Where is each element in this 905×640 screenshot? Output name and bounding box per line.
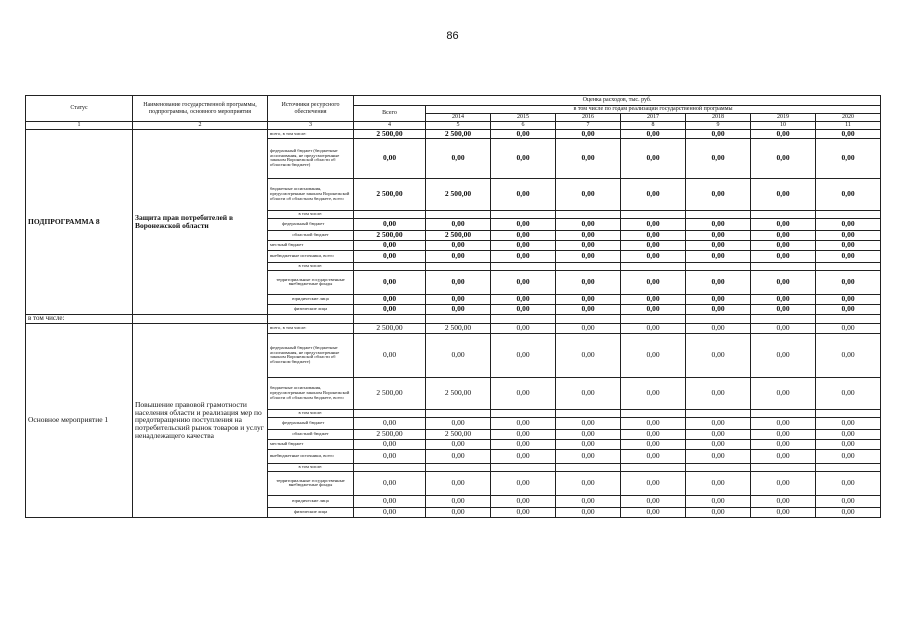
value-year: 0,00 [491,449,556,463]
value-year: 0,00 [686,270,751,294]
value-year: 0,00 [621,240,686,250]
funding-source: областной бюджет [268,230,354,240]
value-year [686,463,751,471]
value-year: 0,00 [491,294,556,304]
value-year: 0,00 [621,507,686,517]
value-year: 0,00 [751,429,816,439]
value-year: 0,00 [816,270,881,294]
value-year: 0,00 [426,270,491,294]
block-status: Основное мероприятие 1 [26,323,133,517]
value-year: 0,00 [491,240,556,250]
value-year: 0,00 [751,294,816,304]
funding-source: местный бюджет [268,240,354,250]
value-year: 0,00 [426,218,491,230]
value-year: 0,00 [751,507,816,517]
header-estimate: Оценка расходов, тыс. руб. [354,96,881,106]
header-year-2014: 2014 [426,114,491,122]
value-year: 0,00 [491,250,556,262]
value-year: 0,00 [621,417,686,429]
value-year: 0,00 [621,294,686,304]
funding-source: внебюджетные источники, всего [268,449,354,463]
value-year: 0,00 [816,495,881,507]
value-year: 0,00 [621,323,686,333]
value-year: 0,00 [621,449,686,463]
value-year: 0,00 [816,333,881,377]
header-total: Всего [354,106,426,122]
value-year: 0,00 [686,240,751,250]
value-total: 2 500,00 [354,130,426,139]
value-year: 0,00 [556,377,621,409]
value-year [556,210,621,218]
value-total: 0,00 [354,138,426,178]
funding-source: юридические лица [268,495,354,507]
value-total: 0,00 [354,304,426,314]
value-year: 0,00 [686,304,751,314]
value-year: 0,00 [491,429,556,439]
value-year: 0,00 [491,230,556,240]
value-year: 2 500,00 [426,323,491,333]
value-year: 0,00 [491,178,556,210]
column-number: 10 [751,122,816,130]
value-year: 0,00 [751,495,816,507]
value-year: 0,00 [621,304,686,314]
value-year: 0,00 [621,495,686,507]
header-year-2019: 2019 [751,114,816,122]
value-year: 0,00 [556,304,621,314]
value-year [751,262,816,270]
header-status: Статус [26,96,133,122]
column-number: 2 [133,122,268,130]
empty-cell [491,314,556,323]
funding-source: территориальные государственные внебюджетные фонды [268,471,354,495]
table-row [26,130,881,139]
header-year-2015: 2015 [491,114,556,122]
block-status: ПОДПРОГРАММА 8 [26,130,133,315]
value-total: 0,00 [354,439,426,449]
value-year [556,262,621,270]
value-year: 0,00 [491,439,556,449]
column-number: 3 [268,122,354,130]
value-year: 0,00 [816,429,881,439]
value-year [816,463,881,471]
value-year [491,463,556,471]
value-year: 0,00 [621,429,686,439]
funding-source: местный бюджет [268,439,354,449]
value-year: 0,00 [816,417,881,429]
value-year: 0,00 [426,138,491,178]
value-total [354,262,426,270]
value-year: 0,00 [426,495,491,507]
header-by-years: в том числе по годам реализации государственной программы [426,106,881,114]
value-year: 0,00 [816,218,881,230]
value-year: 0,00 [686,377,751,409]
value-total: 0,00 [354,250,426,262]
funding-source: всего, в том числе: [268,130,354,139]
value-year [686,262,751,270]
funding-source: областной бюджет [268,429,354,439]
value-total: 2 500,00 [354,230,426,240]
value-year: 0,00 [556,218,621,230]
block-name: Повышение правовой грамотности населения области и реализация мер по предотвращению поступления на потребительский рынок товаров и услуг ненадлежащего качества [133,323,268,517]
column-number: 5 [426,122,491,130]
column-number: 4 [354,122,426,130]
value-year [491,262,556,270]
value-year: 0,00 [426,304,491,314]
value-year: 0,00 [491,218,556,230]
value-year [751,210,816,218]
value-year: 2 500,00 [426,429,491,439]
funding-source: в том числе: [268,409,354,417]
value-year: 0,00 [621,250,686,262]
value-year: 0,00 [816,240,881,250]
value-year [751,463,816,471]
value-year [426,210,491,218]
value-year: 2 500,00 [426,377,491,409]
value-total: 0,00 [354,495,426,507]
value-year: 0,00 [816,439,881,449]
value-year: 0,00 [556,323,621,333]
funding-source: физические лица [268,507,354,517]
column-number: 7 [556,122,621,130]
value-year: 0,00 [621,178,686,210]
value-year [816,210,881,218]
value-year: 2 500,00 [426,230,491,240]
value-total: 2 500,00 [354,178,426,210]
value-year: 0,00 [621,218,686,230]
value-year: 0,00 [751,270,816,294]
value-year: 0,00 [556,250,621,262]
value-year: 0,00 [621,471,686,495]
funding-source: в том числе: [268,262,354,270]
value-year: 0,00 [491,377,556,409]
value-year: 0,00 [816,377,881,409]
column-number: 1 [26,122,133,130]
budget-table [25,95,881,518]
value-year: 0,00 [751,250,816,262]
value-year: 0,00 [426,417,491,429]
value-year: 0,00 [556,240,621,250]
funding-source: федеральный бюджет [268,417,354,429]
value-year: 0,00 [556,449,621,463]
value-year: 0,00 [686,323,751,333]
value-year: 0,00 [426,449,491,463]
value-year: 0,00 [686,333,751,377]
empty-cell [556,314,621,323]
funding-source: федеральный бюджет [268,218,354,230]
header-program-name: Наименование государственной программы, подпрограммы, основного мероприятия [133,96,268,122]
empty-cell [354,314,426,323]
value-year: 0,00 [556,439,621,449]
value-year: 0,00 [751,449,816,463]
value-total: 0,00 [354,417,426,429]
empty-cell [686,314,751,323]
value-year: 0,00 [621,138,686,178]
value-year: 0,00 [686,417,751,429]
empty-cell [751,314,816,323]
value-year: 0,00 [686,495,751,507]
value-year: 0,00 [491,304,556,314]
value-year: 0,00 [556,138,621,178]
value-year: 0,00 [556,507,621,517]
value-year: 0,00 [751,333,816,377]
value-year [621,210,686,218]
value-year: 0,00 [751,138,816,178]
value-year: 0,00 [751,471,816,495]
value-year: 0,00 [491,270,556,294]
value-year [491,409,556,417]
value-year: 0,00 [686,178,751,210]
value-year [816,409,881,417]
value-year: 0,00 [816,304,881,314]
value-total: 0,00 [354,240,426,250]
value-year: 2 500,00 [426,130,491,139]
column-number: 6 [491,122,556,130]
value-year: 0,00 [556,429,621,439]
value-year: 0,00 [816,130,881,139]
column-number: 11 [816,122,881,130]
value-total: 0,00 [354,333,426,377]
value-year: 0,00 [686,250,751,262]
value-year: 0,00 [556,294,621,304]
funding-source: бюджетные ассигнования, предусмотренные законом Воронежской области об областном бюджете, всего [268,377,354,409]
value-year [686,210,751,218]
header-year-2020: 2020 [816,114,881,122]
value-year [751,409,816,417]
funding-source: в том числе: [268,463,354,471]
value-year: 0,00 [816,507,881,517]
value-year [621,409,686,417]
empty-cell [621,314,686,323]
value-year: 0,00 [621,270,686,294]
value-year: 0,00 [491,333,556,377]
value-year: 0,00 [751,439,816,449]
value-year: 0,00 [686,449,751,463]
value-year: 0,00 [556,333,621,377]
value-year: 0,00 [751,130,816,139]
value-year: 0,00 [686,138,751,178]
value-year: 0,00 [751,377,816,409]
value-total: 0,00 [354,507,426,517]
value-year: 0,00 [426,507,491,517]
value-year [426,409,491,417]
value-year: 0,00 [556,178,621,210]
value-year: 0,00 [491,138,556,178]
value-year: 0,00 [621,377,686,409]
value-year: 0,00 [816,323,881,333]
value-year: 0,00 [556,230,621,240]
empty-cell [816,314,881,323]
value-year: 0,00 [816,230,881,240]
value-year: 0,00 [556,417,621,429]
value-year: 0,00 [491,495,556,507]
value-year: 0,00 [751,218,816,230]
value-year: 0,00 [621,439,686,449]
value-total: 0,00 [354,471,426,495]
value-year: 0,00 [686,429,751,439]
value-year: 0,00 [816,250,881,262]
table-row [26,323,881,333]
funding-source: бюджетные ассигнования, предусмотренные законом Воронежской области об областном бюджете, всего [268,178,354,210]
header-sources: Источники ресурсного обеспечения [268,96,354,122]
value-year: 0,00 [426,333,491,377]
funding-source: федеральный бюджет (бюджетные ассигнования, не предусмотренные законом Воронежской области об областном бюджете) [268,138,354,178]
value-year [491,210,556,218]
empty-cell [268,314,354,323]
value-total: 2 500,00 [354,323,426,333]
value-year: 0,00 [686,439,751,449]
value-year: 0,00 [751,178,816,210]
value-year: 0,00 [686,230,751,240]
funding-source: всего, в том числе: [268,323,354,333]
value-total [354,409,426,417]
funding-source: в том числе: [268,210,354,218]
separator-label: в том числе: [26,314,133,323]
column-number: 8 [621,122,686,130]
value-year: 0,00 [751,323,816,333]
value-year [426,463,491,471]
value-year: 0,00 [556,495,621,507]
value-year: 0,00 [491,323,556,333]
value-year: 0,00 [426,439,491,449]
value-year [686,409,751,417]
value-year: 0,00 [426,471,491,495]
funding-source: юридические лица [268,294,354,304]
value-year [621,463,686,471]
value-year: 0,00 [816,471,881,495]
empty-cell [426,314,491,323]
funding-source: федеральный бюджет (бюджетные ассигнования, не предусмотренные законом Воронежской области об областном бюджете) [268,333,354,377]
value-year: 0,00 [621,130,686,139]
value-year: 0,00 [686,471,751,495]
value-year: 0,00 [556,130,621,139]
block-name: Защита прав потребителей в Воронежской области [133,130,268,315]
empty-cell [133,314,268,323]
value-year: 0,00 [816,294,881,304]
value-year [816,262,881,270]
value-total: 0,00 [354,449,426,463]
value-year: 0,00 [751,230,816,240]
value-year [556,463,621,471]
value-year: 0,00 [426,240,491,250]
value-total: 0,00 [354,218,426,230]
value-year: 0,00 [686,218,751,230]
value-total [354,463,426,471]
value-total: 2 500,00 [354,377,426,409]
value-year: 0,00 [686,130,751,139]
value-year [621,262,686,270]
value-year: 0,00 [686,294,751,304]
value-year: 2 500,00 [426,178,491,210]
funding-source: территориальные государственные внебюджетные фонды [268,270,354,294]
value-year: 0,00 [426,294,491,304]
value-total: 0,00 [354,270,426,294]
value-year: 0,00 [621,230,686,240]
page-number: 86 [446,30,459,42]
value-year [426,262,491,270]
value-year: 0,00 [491,417,556,429]
value-year: 0,00 [686,507,751,517]
value-year: 0,00 [491,130,556,139]
value-year [556,409,621,417]
funding-source: физические лица [268,304,354,314]
value-year: 0,00 [816,138,881,178]
value-year: 0,00 [751,240,816,250]
value-year: 0,00 [816,449,881,463]
value-year: 0,00 [621,333,686,377]
value-year: 0,00 [556,270,621,294]
header-year-2018: 2018 [686,114,751,122]
value-year: 0,00 [816,178,881,210]
funding-source: внебюджетные источники, всего [268,250,354,262]
value-year: 0,00 [556,471,621,495]
value-year: 0,00 [491,507,556,517]
header-year-2016: 2016 [556,114,621,122]
header-year-2017: 2017 [621,114,686,122]
value-year: 0,00 [751,304,816,314]
value-year: 0,00 [426,250,491,262]
value-total: 0,00 [354,294,426,304]
value-total [354,210,426,218]
value-year: 0,00 [491,471,556,495]
value-year: 0,00 [751,417,816,429]
column-number: 9 [686,122,751,130]
value-total: 2 500,00 [354,429,426,439]
